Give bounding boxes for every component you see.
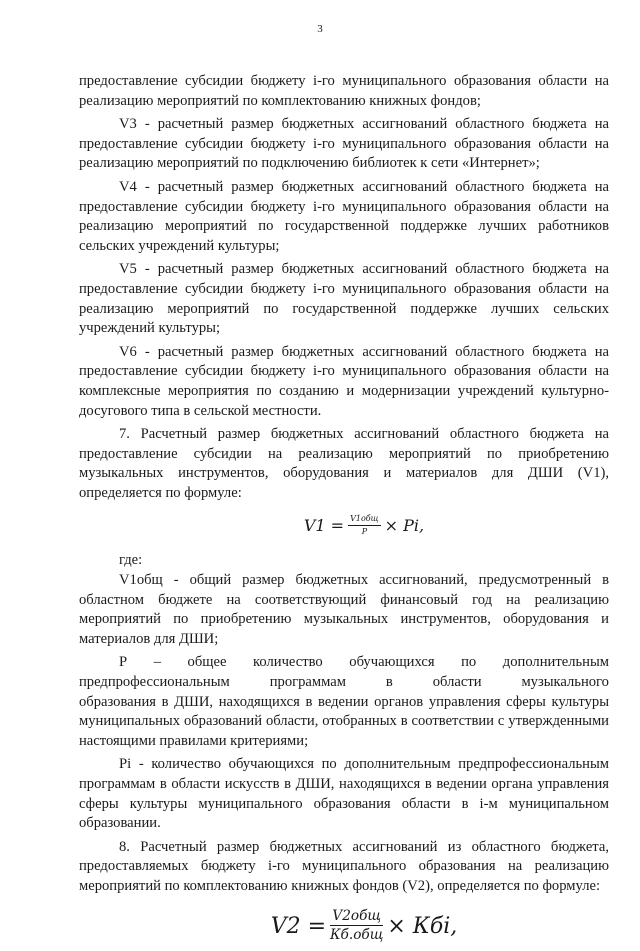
p-word: по xyxy=(461,654,477,671)
formula-v1 xyxy=(119,507,609,543)
paragraph-v1-total: V1общ - общий размер бюджетных ассигнований, предусмотренный в областном бюджете на соответствующий финансовый год на реализацию мероприятий по приобретению музыкальных инструментов, оборудования и материалов для ДШИ; xyxy=(79,572,609,647)
p-word: обучающихся xyxy=(349,654,435,671)
formula-v1-numerator: V1общ xyxy=(348,515,381,526)
paragraph-p-definition xyxy=(79,653,609,751)
formula-v2 xyxy=(119,903,609,951)
paragraph-v4: V4 - расчетный размер бюджетных ассигнований областного бюджета на предоставление субсидии бюджету i-го муниципального образования области на реализацию мероприятий по государственной поддержке лучших работников сельских учреждений культуры; xyxy=(79,178,609,254)
p-word: Р xyxy=(119,654,128,671)
p-word: – xyxy=(153,654,161,671)
p-definition-row-1 xyxy=(79,653,609,673)
formula-v2-lhs: V2 = xyxy=(270,913,327,939)
p-word: области xyxy=(432,674,482,691)
paragraph-pi-definition: Pi - количество обучающихся по дополнительным предпрофессиональным программам в области искусств в ДШИ, находящихся в ведении органа управления сферы культуры муниципального образования области в i-м муниципальном образовании. xyxy=(79,756,609,832)
page-number: 3 xyxy=(317,23,323,35)
where-label: где: xyxy=(119,552,143,569)
formula-v1-fraction xyxy=(348,515,381,536)
p-word: предпрофессиональным xyxy=(79,674,230,691)
paragraph-subsidy-book-funds: предоставление субсидии бюджету i-го муниципального образования области на реализацию мероприятий по комплектованию книжных фондов; xyxy=(79,73,609,109)
formula-v1-denominator: P xyxy=(361,526,368,536)
p-word: музыкального xyxy=(521,674,609,691)
p-word: общее xyxy=(187,654,227,671)
paragraph-clause-7: 7. Расчетный размер бюджетных ассигнований областного бюджета на предоставление субсидии на реализацию мероприятий по приобретению музыкальных инструментов, оборудования и материалов для ДШИ (V1), определяется по формуле: xyxy=(79,426,609,501)
formula-v1-lhs: V1 = xyxy=(303,515,345,535)
paragraph-v6: V6 - расчетный размер бюджетных ассигнований областного бюджета на предоставление субсидии бюджету i-го муниципального образования области на комплексные мероприятия по созданию и модернизации учреждений культурно-досугового типа в сельской местности. xyxy=(79,343,609,419)
p-word: дополнительным xyxy=(502,654,609,671)
paragraph-v5: V5 - расчетный размер бюджетных ассигнований областного бюджета на предоставление субсидии бюджету i-го муниципального образования области на реализацию мероприятий по государственной поддержке лучших сельских учреждений культуры; xyxy=(79,261,609,337)
formula-v2-rhs: × Кбi, xyxy=(387,913,458,939)
p-word: программам xyxy=(269,674,346,691)
p-definition-row-2 xyxy=(79,673,609,693)
formula-v2-fraction xyxy=(330,909,383,943)
formula-v2-numerator: V2общ xyxy=(332,908,382,925)
p-word: в xyxy=(385,674,393,691)
document-body xyxy=(79,72,609,951)
paragraph-v3: V3 - расчетный размер бюджетных ассигнований областного бюджета на предоставление субсидии бюджету i-го муниципального образования области на реализацию мероприятий по подключению библиотек к сети «Интернет»; xyxy=(79,116,609,172)
formula-v1-rhs: × Pi, xyxy=(384,515,425,535)
formula-v2-denominator: Кб.общ xyxy=(330,927,384,944)
p-definition-rest: образования в ДШИ, находящихся в ведении органов управления сферы культуры муниципальных образований области, отобранных в соответствии с утвержденными настоящими правилами критериями; xyxy=(79,693,609,749)
paragraph-clause-8: 8. Расчетный размер бюджетных ассигнований из областного бюджета, предоставляемых бюджету i-го муниципального образования на реализацию мероприятий по комплектованию книжных фондов (V2), определяется по формуле: xyxy=(79,838,609,894)
p-word: количество xyxy=(253,654,323,671)
